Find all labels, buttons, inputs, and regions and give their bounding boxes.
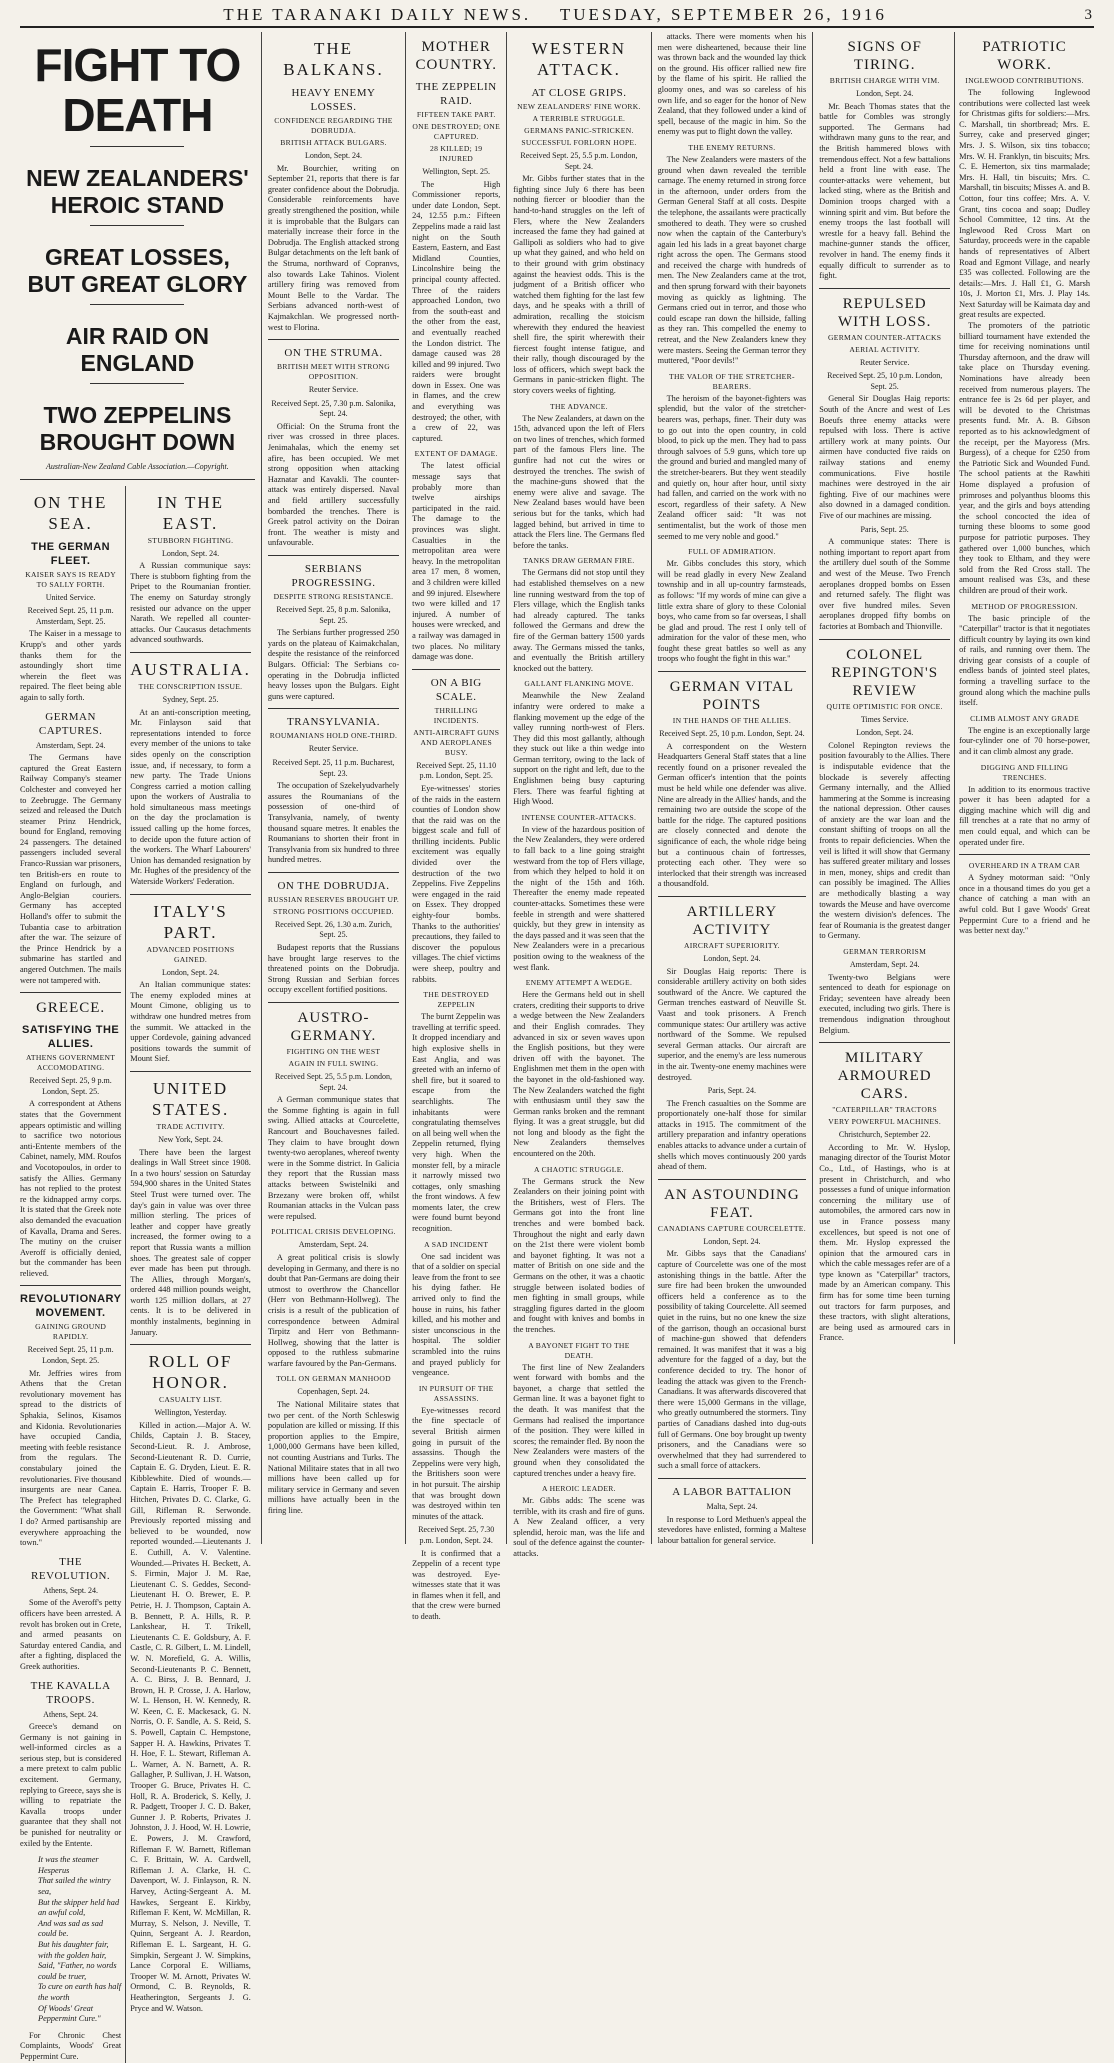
tiring-heading: SIGNS OF TIRING. xyxy=(847,39,922,73)
divider xyxy=(658,896,807,897)
sea-body: The Kaiser in a message to Krupp's and other yards thanks them for the astoundingly short time wherein the fleet was repaired. The fleet being able again to sally forth. xyxy=(20,629,122,702)
repulsed-body-2: A communique states: There is nothing important to report apart from the artillery duel south of the Somme and west of the Meuse. Two French aeroplanes dropped bombs on Essen and returned safely. The flight was over five hundred miles. Seven aeroplanes dropped fifty bombs on factories at Bombach and Thionville. xyxy=(819,537,951,631)
pursuit-body: Eye-witnesses record the fine spectacle of several British airmen going in pursuit of the assassins. Though the Zeppelins were very high, the Britishers soon were in hot pursuit. The airship that was brought down was destroyed within ten minutes of the attack. xyxy=(412,1405,501,1521)
poem-line: Said, "Father, no words could be truer, xyxy=(38,1961,117,1981)
captures-dateline: Amsterdam, Sept. 24. xyxy=(35,740,106,750)
divider xyxy=(819,1042,950,1043)
column-6a xyxy=(819,32,955,1344)
extent-heading: EXTENT OF DAMAGE. xyxy=(414,449,498,459)
manhood-heading: TOLL ON GERMAN MANHOOD xyxy=(276,1374,391,1384)
poem-line: It was the steamer Hesperus xyxy=(38,1855,99,1875)
pursuit-dateline: Received Sept. 25, 7.30 p.m. London, Sept. 24. xyxy=(418,1525,495,1545)
admiration-body: Mr. Gibbs concludes this story, which will be read gladly in every New Zealand township and in all up-country farmsteads, as follows: "If my words of mine can give a little extra share of glory to these Colonial boys, who came from so far overseas, I shall be glad and proud. The rest I only tell of admiration for the valor of these men, who fought these great battles so well as any troops who fought the fight in this war." xyxy=(657,559,807,664)
repington-dateline: London, Sept. 24. xyxy=(856,728,914,738)
divider xyxy=(90,383,184,384)
repington-heading: COLONEL REPINGTON'S REVIEW xyxy=(831,646,939,699)
repulsed-heading: REPULSED WITH LOSS. xyxy=(838,295,932,330)
dobrudja-body: Budapest reports that the Russians have brought large reserves to the threatened points on the Dobrudja. Strong Russian and Serbian forces occupy excellent fortified positions. xyxy=(267,943,400,995)
balkans-sub-1: HEAVY ENEMY LOSSES. xyxy=(291,87,376,113)
the-revolution-body: Some of the Averoff's petty officers have been arrested. A revolt has broken out in Crete, and armed peasants on Saturday entered Candia, and after a fighting, displaced the Greek authorities. xyxy=(20,1598,122,1671)
divider xyxy=(412,669,500,670)
struma-heading: ON THE STRUMA. xyxy=(284,347,383,360)
terror-heading: GERMAN TERRORISM xyxy=(843,947,927,956)
repulsed-sub-1: GERMAN COUNTER-ATTACKS xyxy=(827,332,942,342)
kavalla-heading: THE KAVALLA TROOPS. xyxy=(30,1679,111,1706)
western-sub-4: GERMANS PANIC-STRICKEN. xyxy=(524,126,634,135)
kavalla-dateline: Athens, Sept. 24. xyxy=(43,1709,99,1719)
column-1 xyxy=(14,32,262,2061)
poem-line: That sailed the wintry sea, xyxy=(38,1876,111,1896)
advance-body: The New Zealanders, at dawn on the 15th, advanced upon the left of Flers on two lines of trenches, which formed part of the famous Flers line. The gunfire had not cut the wires or destroyed the trenches. The swish of the machine-guns showed that the enemy were alive and savage. The New Zealand bases would have been serious but for the tanks, which had lagged behind, but arrived in time to attack the Flers line. The Germans fled before the tanks. xyxy=(513,413,645,550)
greece-dateline: Received Sept. 25, 9 p.m. London, Sept. 25. xyxy=(29,1076,112,1096)
divider xyxy=(959,854,1090,855)
the-revolution-dateline: Athens, Sept. 24. xyxy=(43,1585,99,1595)
italy-sub: ADVANCED POSITIONS GAINED. xyxy=(146,944,235,964)
austro-body: A German communique states that the Somme fighting is again in full swing. Allied attacks at Courcelette, Rancourt and Bouchavesnes failed. They claim to have brought down twenty-two aeroplanes, whereof twenty were in the Somme district. In Galicia they report that the Russian mass attacks between Swistelniki and Brzezany were broken off, whilst Roumanian attacks in the Vulcan pass were repulsed. xyxy=(267,1095,400,1221)
poem-line: And was sad as sad could be. xyxy=(38,1918,104,1939)
western-continued-body: attacks. There were moments when his men were disheartened, because their line was thrown back and the wounded lay thick on the ground. His officer rallied new fire by the flame of his spirit. He rallied the gloomy ones, and was so careless of his own life, and so eager for the honor of New Zealand, that they followed under a kind of spell, because of the magic in him. So the enemy was put to flight down the valley. xyxy=(657,32,807,137)
column-1-split xyxy=(20,486,255,2063)
poem-line: Of Woods' Great Peppermint Cure." xyxy=(38,2003,101,2024)
tanks-body: The Germans did not stop until they had established themselves on a new line running westward from the top of Flers village, which the English tanks had already captured. The tanks followed the Germans and drew the fire of the German battery 1500 yards away. The Germans missed the tanks, and eventually the British artillery knocked out the battery. xyxy=(513,568,645,673)
divider xyxy=(20,479,255,480)
sea-sub-1: THE GERMAN FLEET. xyxy=(31,540,111,567)
dobrudja-sub-2: STRONG POSITIONS OCCUPIED. xyxy=(273,906,394,916)
poem-footer: For Chronic Chest Complaints, Woods' Great Peppermint Cure. xyxy=(20,2030,122,2061)
struma-service: Reuter Service. xyxy=(308,385,359,395)
tiring-body: Mr. Beach Thomas states that the battle for Combles was strongly supported. The Germans had withdrawn many guns to the rear, and the British hammered blows with tremendous effect. Not a few battalions held a front line with ease. The counter-attacks were vehement, but lacked sting, where as the British and Dominion troops charged with a winning spirit and vim. But before the enemy troops the last football will wrestle for a heavy fall. Behind the machine-gunner stands the officer, revolver in hand. The enemy finds it equally difficult to surrender as to fight. xyxy=(819,101,951,281)
struma-sub: BRITISH MEET WITH STRONG OPPOSITION. xyxy=(276,362,390,382)
patriotic-sub: INGLEWOOD CONTRIBUTIONS. xyxy=(965,76,1084,85)
bigscale-sub-2: ANTI-AIRCRAFT GUNS AND AEROPLANES BUSY. xyxy=(413,727,500,757)
artillery-dateline-2: Paris, Sept. 24. xyxy=(707,1086,757,1096)
divider xyxy=(268,339,399,340)
gallant-body: Meanwhile the New Zealand infantry were ordered to make a flanking movement up the edge of the valley running north-west of Flers. They did this most gallantly, although they stuck out like a thin wedge into German territory, owing to the lack of support on the right and left, due to the Englishmen being busy capturing Flers. There was fearful fighting at High Wood. xyxy=(513,691,645,807)
returns-heading: THE ENEMY RETURNS. xyxy=(688,142,776,152)
repulsed-body: General Sir Douglas Haig reports: South of the Ancre and west of Les Boeufs three enemy attacks were repulsed with loss. There is active artillery work at many points. Our airmen have conducted five raids on railway stations and enemy communications. Five hostile machines were destroyed in the air fighting. Five of our machines were also downed in a damaged condition. Five of our machines are missing. xyxy=(819,394,951,520)
column-6 xyxy=(813,32,1100,1544)
feat-dateline: London, Sept. 24. xyxy=(703,1236,761,1246)
dobrudja-heading: ON THE DOBRUDJA. xyxy=(277,879,390,892)
serbians-heading: SERBIANS PROGRESSING. xyxy=(291,563,376,589)
italy-heading: ITALY'S PART. xyxy=(153,901,228,942)
tractors-sub-1: "CATERPILLAR" TRACTORS xyxy=(832,1105,938,1115)
divider xyxy=(268,872,399,873)
tractors-body-3: The engine is an exceptionally large four-cylinder one of 70 horse-power, and it can climb almost any grade. xyxy=(959,725,1090,757)
australia-sub: THE CONSCRIPTION ISSUE. xyxy=(138,681,243,691)
stretcher-heading: THE VALOR OF THE STRETCHER-BEARERS. xyxy=(669,371,795,391)
australia-body: At an anti-conscription meeting, Mr. Finlayson said that representations intended to force every member of the unions to take sides openly on the conscription issue, and, if necessary, to form a new party. The Trade Unions Congress carried a motion calling upon the workers of Australia to hold simultaneous mass meetings on the day the proclamation is issued calling up the home forces, to decide upon the future action of the workers. The Wharf Labourers' Union has demanded resignation by Mr. Hughes of the presidency of the Waterside Workers' Federation. xyxy=(130,707,251,887)
poem-line: But his daughter fair, with the golden hair, xyxy=(38,1939,109,1960)
mother-body: The High Commissioner reports, under date London, Sept. 24, 12.55 p.m.: Fifteen Zeppelins made a raid last night on the South Eastern, Eastern, and East Midland Counties, Lincolnshire being the principal county affected. Three of the raiders approached London, two from the south-east and the other from the east, and eventually reached the London district. The damage caused was 28 killed and 99 injured. Two raiders were brought down in Essex. One was in flames, and the crew and everything was destroyed; the other, with a crew of 22, was captured. xyxy=(412,179,501,443)
divider xyxy=(658,1179,807,1180)
feat-sub: CANADIANS CAPTURE COURCELETTE. xyxy=(657,1223,806,1233)
revolution-body: Mr. Jeffries wires from Athens that the Cretan revolutionary movement has spread to the districts of Sphakia, Selinos, Kisamos and Kidonia. Revolutionaries have occupied Candia, meeting with feeble resistance from the regulars. The constabulary joined the revolutionaries. Five thousand insurgents are near Canea. The Prefect has telegraphed the Government: "What shall I do? Armed partisanship are everywhere approaching the town." xyxy=(20,1368,122,1548)
repington-body: Colonel Repington reviews the position favourably to the Allies. There is indisputable evidence that the blockade is severely affecting Germany internally, and the Allied hammering at the Somme is increasing the national depression. Other causes of anxiety are the war loan and the constant shifting of troops on all the fronts to repair deficiencies. When the veil is lifted it will show that Germany has suffered greater military and losses in men, money, ships and credit than can possibly be imagined. The Allies are methodically blasting a way towards the Meuse and have overcome the western division's defences. The fear of Roumania is the greatest danger to Germany. xyxy=(819,740,951,941)
intense-heading: INTENSE COUNTER-ATTACKS. xyxy=(521,812,637,822)
artillery-body-2: The French casualties on the Somme are proportionately one-half those for similar attacks in 1915. The commitment of the artillery preparation and infantry operations enables attacks to advance under a curtain of shells which moves continuously 200 yards ahead of them. xyxy=(657,1098,807,1172)
vital-sub: IN THE HANDS OF THE ALLIES. xyxy=(672,716,792,726)
terror-dateline: Amsterdam, Sept. 24. xyxy=(849,960,920,969)
bayonet-body: The first line of New Zealanders went forward with bombs and the bayonet, a charge that settled the German line. It was a bayonet fight to the death. It was manifest that the Germans had realised the importance of the position. They were killed in scores; the remainder fled. By noon the New Zealanders were masters of the ground when they consolidated the captured trenches under a heavy fire. xyxy=(513,1362,645,1478)
us-body: There have been the largest dealings in Wall Street since 1908. In a two hours' session on Saturday 594,900 shares in the United States Steel Trust were turned over. The day's gain in value was over three million sterling. The prices of leather and copper have greatly increased, the former owing to a report that Russia wants a million shoes. The greatest sale of copper ever made has been put through. The Allies, through Morgan's, ordered 448 million pounds weight, worth 125 million dollars, at 27 cents. It is to be delivered in monthly instalments, beginning in January. xyxy=(130,1147,251,1337)
tractors-heading-4: DIGGING AND FILLING TRENCHES. xyxy=(980,762,1069,782)
column-2 xyxy=(262,32,406,1544)
mother-sub-2: FIFTEEN TAKE PART. xyxy=(416,110,496,119)
political-dateline: Amsterdam, Sept. 24. xyxy=(298,1240,369,1250)
tiring-dateline: London, Sept. 24. xyxy=(856,89,914,98)
terror-body: Twenty-two Belgians were sentenced to death for espionage on Friday; seventeen have already been executed, including two girls. There is tremendous indignation throughout Belgium. xyxy=(819,972,951,1035)
mother-sub-1: THE ZEPPELIN RAID. xyxy=(415,81,497,107)
greece-sub-1: SATISFYING THE ALLIES. xyxy=(21,1024,120,1051)
divider xyxy=(130,1071,251,1072)
balkans-sub-3: BRITISH ATTACK BULGARS. xyxy=(280,138,387,147)
divider xyxy=(130,894,251,895)
admiration-heading: FULL OF ADMIRATION. xyxy=(688,547,776,557)
masthead-title xyxy=(26,5,1085,25)
manhood-body: The National Militaire states that two per cent. of the North Schleswig population are killed or missing. If this proportion applies to the Empire, 1,000,000 Germans have been killed, not counting Austrians and Turks. The National Militaire states that in all two millions have been called up for military service in Germany and seven millions have actually been in the firing line. xyxy=(267,1400,400,1515)
leader-body: Mr. Gibbs adds: The scene was terrible, with its crash and fire of guns. A New Zealand officer, a very splendid, heroic man, was the life and soul of the defence against the counter-attacks. xyxy=(513,1496,645,1559)
column-4 xyxy=(507,32,651,1559)
vital-dateline: Received Sept. 25, 10 p.m. London, Sept. 24. xyxy=(659,729,805,739)
returns-body: The New Zealanders were masters of the ground when dawn revealed the terrible carnage. The enemy returned in strong force in the afternoon, under orders from the German General Staff at all costs. Despite the telephone, the assailants were practically smothered to death. They were so crushed now when the captain of the Canterbury's again led his lads in a great bayonet charge right across the open. The Germans stood and received the charge with hundreds of men. The New Zealanders came at the trot, and then sprung forward with their bayonets moving as quickly as lightning. The Germans cried out in terror, and those who could escape ran down the hillside, falling as they ran. This compelled the enemy to retreat, and the New Zealanders knew they were masters. Seeing the German terror they muttered, "Poor devils!" xyxy=(657,154,807,366)
mother-sub-3: ONE DESTROYED; ONE CAPTURED. xyxy=(412,122,501,141)
bayonet-heading: A BAYONET FIGHT TO THE DEATH. xyxy=(528,1340,630,1360)
tram-heading: OVERHEARD IN A TRAM CAR xyxy=(968,861,1081,871)
divider xyxy=(658,1478,807,1479)
sea-sub-2: KAISER SAYS IS READY TO SALLY FORTH. xyxy=(25,569,116,589)
patriotic-body: The following Inglewood contributions were collected last week for Christmas gifts for soldiers:—Mrs. C. Marshall, tin shortbread; Mrs. E. Surrey, cake and preserved ginger; Mrs. J. S. Wilson, six tins tobacco; Mrs. W. H. Franklyn, tin biscuits; Mrs. C. E. Hemerton, six tins marmalade; Mrs. H. Hall, tin biscuits; Mrs. C. Marshall, tin biscuits; Misses A. and B. Cotton, four tins coffee; Mrs. A. V. Grant, tins cocoa and soap; Dudley School Committee, 12 tins. At the Inglewood Red Cross Mart on Saturday, proceeds were in the capable hands of representatives of Albert Road and Egmont Village, and nearly £35 was collected. Following are the details:—Mrs. J. Hall £1, G. Marsh 10s, J. Morton £1, Mrs. J. Play 14s. Next Saturday will be Kaimata day and great results are expected. xyxy=(959,88,1090,320)
political-heading: POLITICAL CRISIS DEVELOPING. xyxy=(271,1227,396,1237)
western-dateline: Received Sept. 25, 5.5 p.m. London, Sept. 24. xyxy=(520,151,638,171)
western-sub-5: SUCCESSFUL FORLORN HOPE. xyxy=(521,138,637,147)
tractors-dateline: Christchurch, September 22. xyxy=(838,1130,931,1140)
headline-deck-2: GREAT LOSSES, BUT GREAT GLORY xyxy=(27,244,248,297)
divider xyxy=(268,708,399,709)
repington-sub: QUITE OPTIMISTIC FOR ONCE. xyxy=(826,701,943,711)
balkans-body: Mr. Bourchier, writing on September 21, reports that there is far greater confidence about the Dobrudja. Considerable reinforcements have greatly strengthened the position, while it is improbable that the Bulgars can materially increase their force in the Dobrudja. The English attacked strong Bulgar detachments on the left bank of the Struma, northward of Copranvs, also towards Lake Tahinos. Violent artillery firing was removed from Mount Belle to the Vardar. The Serbians advanced north-west of Kajmakchlan. We progressed north-west to Florina. xyxy=(267,163,400,332)
tractors-body: According to Mr. W. Hyslop, managing director of the Tourist Motor Co., Ltd., of Hastings, who is at present in Christchurch, and who possesses a fund of unique information concerning the military use of automobiles, the armored cars now in use in France possess many excellences, but speed is not one of them. Mr. Hyslop expressed the opinion that the armoured cars in which the cable messages refer are of a type known as "Caterpillar" tractors, made by an American company. This firm has for some time been turning out tractors for farm purposes, and these tractors, with slight alterations, are being used as armoured cars in France. xyxy=(819,1142,951,1343)
paper-name: THE TARANAKI DAILY NEWS. xyxy=(223,5,532,24)
tractors-body-4: In addition to its enormous tractive power it has been adapted for a digging machine which will dig and fill trenches at a rate that no army of men could equal, and which can be operated under fire. xyxy=(959,784,1090,847)
transylvania-sub: ROUMANIANS HOLD ONE-THIRD. xyxy=(269,731,398,741)
italy-body: An Italian communique states: The enemy exploded mines at Mount Cimone, obliging us to withdraw one hundred metres from the summit. We attacked in the upper Cordevole, gaining advanced positions towards the summit of Mount Sief. xyxy=(130,980,251,1064)
repington-service: Times Service. xyxy=(860,714,909,724)
labour-body: In response to Lord Methuen's appeal the stevedores have enlisted, forming a Maltese labour battalion for general service. xyxy=(657,1514,807,1545)
roll-heading: ROLL OF HONOR. xyxy=(148,1352,233,1393)
transylvania-dateline: Received Sept. 25, 11 p.m. Bucharest, Sept. 23. xyxy=(272,757,395,778)
tanks-heading: TANKS DRAW GERMAN FIRE. xyxy=(523,556,635,566)
east-sub: STUBBORN FIGHTING. xyxy=(147,535,234,545)
page-number: 3 xyxy=(1084,6,1094,23)
dobrudja-sub-1: RUSSIAN RESERVES BROUGHT UP. xyxy=(267,894,400,904)
bigscale-dateline: Received Sept. 25, 11.10 p.m. London, Sept. 25. xyxy=(416,760,497,781)
advance-heading: THE ADVANCE. xyxy=(550,401,608,411)
balkans-sub-2: CONFIDENCE REGARDING THE DOBRUDJA. xyxy=(274,116,393,135)
italy-dateline: London, Sept. 24. xyxy=(161,967,220,977)
sea-service: United Service. xyxy=(45,592,96,602)
tractors-sub-2: VERY POWERFUL MACHINES. xyxy=(828,1117,942,1127)
dobrudja-dateline: Received Sept. 26, 1.30 a.m. Zurich, Sept. 25. xyxy=(274,919,393,940)
repulsed-dateline-2: Paris, Sept. 25. xyxy=(860,524,909,534)
divider xyxy=(819,639,950,640)
western-sub-2: NEW ZEALANDERS' FINE WORK. xyxy=(517,102,641,111)
divider xyxy=(658,671,807,672)
poem-line: But the skipper held had an awful cold, xyxy=(38,1897,120,1918)
struggle-heading: A CHAOTIC STRUGGLE. xyxy=(534,1164,624,1174)
column-1b xyxy=(126,486,255,2063)
captures-body: The Germans have captured the Great Eastern Railway Company's steamer Colchester and conveyed her to Zeebrugge. The Germany seized and released the Dutch steamer Prinz Hendrick, bound for England, removing 24 passengers. The detained passengers included several Franco-Russian war prisoners, ten British-ers en route to England on furlough, and Anglo-Belgian couriers. Germany has accepted Holland's offer to submit the Tubantia case to arbitration after the war. The seizure of the Prince Hendrick by a submarine has startled and angered Outchmen. The mails were not tampered with. xyxy=(20,753,122,985)
divider xyxy=(20,992,121,993)
artillery-heading: ARTILLERY ACTIVITY xyxy=(686,903,778,938)
australia-heading: AUSTRALIA. xyxy=(130,659,251,679)
political-body: A great political crisis is slowly developing in Germany, and there is no doubt that Pan-Germans are doing their utmost to overthrow the Chancellor (Herr von Bethmann-Hollweg). The crisis is a result of the publication of correspondence between Admiral Tirpitz and Herr von Bethmann-Hollweg, showing that the latter is opposed to the ruthless submarine warfare favoured by the Pan-Germans. xyxy=(267,1252,400,1368)
struggle-body: The Germans struck the New Zealanders on their joining point with the Britishers, west of Flers. The Germans got into the front line trenches and were bombed back. Throughout the night and early dawn on the 21st there were violent bomb and bayonet fighting. It was not a matter of British on one side and the Germans on the other, it was a chaotic struggle between isolated bodies of men fighting in small groups, while straggling figures darted in the gloom and fought with knives and bombs in the trenches. xyxy=(513,1176,645,1334)
divider xyxy=(130,652,251,653)
serbians-sub: DESPITE STRONG RESISTANCE. xyxy=(273,592,394,601)
divider xyxy=(20,1285,121,1286)
divider xyxy=(268,555,399,556)
captures-heading: GERMAN CAPTURES. xyxy=(38,710,103,737)
sad-heading: A SAD INCIDENT xyxy=(424,1239,489,1249)
western-heading: WESTERN ATTACK. xyxy=(531,39,627,79)
destroyed-heading: THE DESTROYED ZEPPELIN xyxy=(423,990,490,1010)
headline-deck-1: NEW ZEALANDERS' HEROIC STAND xyxy=(26,165,249,218)
column-6b xyxy=(955,32,1094,1344)
column-5 xyxy=(652,32,814,1544)
divider xyxy=(90,146,184,147)
headline-deck-3: AIR RAID ON ENGLAND xyxy=(65,323,209,376)
labour-heading: A LABOR BATTALION xyxy=(672,1485,792,1498)
divider xyxy=(819,288,950,289)
divider xyxy=(268,1002,399,1003)
intense-body: In view of the hazardous position of the New Zealanders, they were ordered to fall back to a line going straight westward from the top of Flers village, from which they helped to hold it on the night of the 15th and 16th. Thereafter the enemy made repeated counter-attacks. Sometimes these were feeble in strength and were shattered quickly, but they grew in intensity as the days passed and it was seen that the New Zealanders were in a precarious position owing to the weakness of the west flank. xyxy=(513,824,645,972)
column-grid xyxy=(14,32,1100,2061)
serbians-body: The Serbians further progressed 250 yards on the plateau of Kaimakchalan, despite the resistance of the reinforced Bulgars. Official: The Serbians co-operating in the Dobrudja inflicted heavy losses upon the Bulgars. Eight guns were captured. xyxy=(267,628,400,701)
western-sub-1: AT CLOSE GRIPS. xyxy=(531,87,627,99)
sad-body: One sad incident was that of a soldier on special leave from the front to see his dying father. He arrived only to find the house in ruins, his father killed, and his mother and sister unconscious in the hospital. The soldier scrambled into the ruins and prayed publicly for vengeance. xyxy=(412,1251,501,1378)
artillery-sub: AIRCRAFT SUPERIORITY. xyxy=(683,940,780,950)
issue-date: TUESDAY, SEPTEMBER 26, 1916 xyxy=(559,5,887,24)
extent-body: The latest official message says that probably more than twelve airships participated in the raid. The damage to the provinces was slight. Casualties in the metropolitan area were heavy. In the metropolitan area 17 men, 8 women, and 3 children were killed and 99 injured. Elsewhere two were killed and 17 injured. A number of houses were wrecked, and a railway was damaged in two places. No military damage was done. xyxy=(412,461,501,662)
stretcher-body: The heroism of the bayonet-fighters was splendid, but the valor of the stretcher-bearers was, perhaps, finer. Their duty was to go out into the open country, in cold blood, to pick up the men. They had to pass through salvoes of 5.9 guns, which tore up the ground and buried and mangled many of the stretcher-bearers. But they went steadily and quietly on, hour after hour, until sixty had fallen, and carried on the work with no escort, regardless of their safety. A New Zealand officer said: "It was not sentimentalist, but the work of those men seemed to me very noble and good." xyxy=(657,393,807,541)
destroyed-body: The burnt Zeppelin was travelling at terrific speed. It dropped incendiary and high explosive shells in East Anglia, and was greeted with an inferno of shell fire, but it soared to escape from the searchlights. The inhabitants were congratulating themselves on all being well when the Zeppelin returned, flying very high. When the monster fell, by a miracle it narrowly missed two cottages, only smashing the front windows. A few moments later, the crew were found burnt beyond recognition. xyxy=(412,1012,501,1234)
mother-heading: MOTHER COUNTRY. xyxy=(415,39,497,73)
leader-heading: A HEROIC LEADER. xyxy=(542,1484,616,1494)
bigscale-heading: ON A BIG SCALE. xyxy=(430,676,482,703)
the-revolution-heading: THE REVOLUTION. xyxy=(31,1555,111,1582)
sea-heading: ON THE SEA. xyxy=(33,492,108,533)
vital-body: A correspondent on the Western Headquarters General Staff states that a line recently found on a prisoner revealed the German officer's intention that the points must be held while one defender was alive. Nine are already in the Allies' hands, and the remaining two are outside the scope of the battle for the ridge. The captured positions are closely connected and denote the significance of each, the whole ridge being but a continuous chain of fortresses, protecting each other. They were so interlocked that their strength was increased a thousandfold. xyxy=(657,741,807,889)
tractors-heading: MILITARY ARMOURED CARS. xyxy=(837,1050,932,1103)
greece-body: A correspondent at Athens states that the Government appears optimistic and willing to sacrifice two notorious anti-Entente members of the Cabinet, namely, MM. Roufos and Vocotopoulos, in order to satisfy the Allies. Germany has not replied to the protest re the kidnapped army corps. It is stated that the Greek note also demanded the evacuation of Kavalla, Drama and Seres. The mutiny on the cruiser Averoff is officially denied, but the commander has been relieved. xyxy=(20,1099,122,1278)
pursuit-heading: IN PURSUIT OF THE ASSASSINS. xyxy=(418,1383,494,1403)
repulsed-service: Reuter Service. xyxy=(860,357,910,367)
patriotic-heading: PATRIOTIC WORK. xyxy=(982,39,1067,73)
wedge-heading: ENEMY ATTEMPT A WEDGE. xyxy=(525,978,633,988)
poem-line: To cure on earth has half the worth xyxy=(38,1982,122,2002)
masthead xyxy=(20,4,1094,28)
tiring-sub: BRITISH CHARGE WITH VIM. xyxy=(829,76,940,85)
gallant-heading: GALLANT FLANKING MOVE. xyxy=(524,679,634,689)
poem xyxy=(38,1855,121,2025)
serbians-dateline: Received Sept. 25, 8 p.m. Salonika, Sept. 25. xyxy=(276,605,391,625)
australia-dateline: Sydney, Sept. 25. xyxy=(162,694,219,704)
patriotic-body-2: The promoters of the patriotic billiard tournament have extended the time for receiving nominations until Thursday afternoon, and the draw will take place on Thursday evening. Nominations have already been received from numerous players. The entrance fee is 2s 6d per player, and will be devoted to the Christmas presents fund. Mr. A. B. Gibson reported as to his acknowledgment of the receipt, per the Mayoress (Mrs. Burgess), of a cheque for £250 from the Patriotic Sick and Wounded Fund. The school patients at the Rawhiti Home displayed a profusion of primroses and polyanthus blooms this year, and the girls and boys attending the school concocted the idea of turning these blooms to some good purpose for patriotic purposes. They gathered over 1,000 bunches, which they took to Eltham, and they were sold from the Red Cross stall. The amount realised was £3s, and these children are proud of their work. xyxy=(959,321,1090,595)
kavalla-body: Greece's demand on Germany is not gaining in well-informed circles as a serious step, but is considered a mere pretext to calm public excitement. Germany, replying to Greece, says she is willing to repatriate the Kavalla troops under guarantee that they shall not be punished for neutrality or exiled by the Entente. xyxy=(20,1722,122,1848)
revolution-dateline: Received Sept. 25, 11 p.m. London, Sept. 25. xyxy=(27,1345,114,1366)
bigscale-body: Eye-witnesses' stories of the raids in the eastern counties of London show that the raid was on the biggest scale and full of thrilling incidents. Public excitement was equally divided over the destruction of the two Zeppelins. Five Zeppelins were engaged in the raid on Essex. They dropped eighty-four bombs. Thanks to the authorities' precautions, they failed to discover the populous villages. The chief victims were sheep, poultry and rabbits. xyxy=(412,783,501,984)
feat-heading: AN ASTOUNDING FEAT. xyxy=(664,1186,800,1221)
roll-sub: CASUALTY LIST. xyxy=(159,1395,223,1405)
repulsed-dateline: Received Sept. 25, 10 p.m. London, Sept. 25. xyxy=(827,371,943,391)
column-3 xyxy=(406,32,507,1622)
column-1a xyxy=(20,486,126,2063)
headline-deck-4: TWO ZEPPELINS BROUGHT DOWN xyxy=(39,402,236,455)
divider xyxy=(130,1344,251,1345)
struma-dateline: Received Sept. 25, 7.30 p.m. Salonika, Sept. 24. xyxy=(271,398,396,419)
tractors-body-2: The basic principle of the "Caterpillar" tractor is that it negotiates difficult country by laying its own kind of rails, and running over them. The driving gear consists of a couple of endless bands of jointed steel plates, forming a travelling surface to the ground along which the machine pulls itself. xyxy=(959,613,1090,708)
bigscale-sub-1: THRILLING INCIDENTS. xyxy=(433,705,479,725)
artillery-dateline: London, Sept. 24. xyxy=(703,953,761,963)
manhood-dateline: Copenhagen, Sept. 24. xyxy=(297,1387,370,1397)
artillery-body: Sir Douglas Haig reports: There is considerable artillery activity on both sides southward of the Ancre. We captured the German trenches eastward of Neuville St. Vaast and took prisoners. A French communique states: Our artillery was active northward of the Somme. We repulsed several German attacks. Our aircraft are superior, and the enemy's are less numerous in the air. Twenty-one enemy machines were destroyed. xyxy=(657,966,807,1082)
mother-sub-4: 28 KILLED; 19 INJURED xyxy=(430,144,483,163)
western-body: Mr. Gibbs further states that in the fighting since July 6 there has been nothing fiercer or bloodier than the hand-to-hand struggles on the left of Flers, where the New Zealanders increased the fame they had gained at Gallipoli as soldiers who had to give up what they gained, and who held on to their ground with grim obstinacy against the heaviest odds. This is the judgment of a British officer who watched them fighting for the last few days, and he speaks with a thrill of admiration, recalling the stoicism wherewith they endured the heaviest shell fire, the spirit wherewith their fiercest fought intense fatigue, and their rally, though discouraged by the loss of officers, which swept back the Germans in panic-stricken flight. The story covers weeks of fighting. xyxy=(513,174,645,396)
greece-heading: GREECE. xyxy=(36,1000,106,1017)
austro-sub-1: FIGHTING ON THE WEST xyxy=(286,1047,381,1057)
western-sub-3: A TERRIBLE STRUGGLE. xyxy=(532,114,626,123)
greece-sub-2: ATHENS GOVERNMENT ACCOMODATING. xyxy=(25,1053,116,1073)
roll-dateline: Wellington, Yesterday. xyxy=(154,1408,227,1418)
labour-dateline: Malta, Sept. 24. xyxy=(706,1501,758,1511)
sea-dateline: Received Sept. 25, 11 p.m. Amsterdam, Sept. 25. xyxy=(27,606,114,626)
transylvania-heading: TRANSYLVANIA. xyxy=(286,716,380,729)
revolution-sub: GAINING GROUND RAPIDLY. xyxy=(35,1322,107,1342)
divider xyxy=(90,225,184,226)
repulsed-sub-2: AERIAL ACTIVITY. xyxy=(849,344,920,354)
tractors-heading-3: CLIMB ALMOST ANY GRADE xyxy=(970,713,1080,723)
east-dateline: London, Sept. 24. xyxy=(161,548,220,558)
column-6-split xyxy=(819,32,1094,1344)
vital-heading: GERMAN VITAL POINTS xyxy=(669,679,795,714)
revolution-heading: REVOLUTIONARY MOVEMENT. xyxy=(20,1293,122,1320)
struma-body: Official: On the Struma front the river was crossed in three places. Jenimahalas, which the enemy set afire, has been occupied. We met strong opposition when attacking Haznatar and Kavakli. The counter-attack was entirely dispersed. Naval and field artillery successfully bombarded the trenches. There is Greek patrol activity on the Doiran front. The weather is misty and unfavourable. xyxy=(267,421,400,548)
balkans-heading: THE BALKANS. xyxy=(283,39,384,79)
austro-sub-2: AGAIN IN FULL SWING. xyxy=(288,1059,379,1069)
cable-credit: Australian-New Zealand Cable Association.—Copyright. xyxy=(46,462,229,471)
east-heading: IN THE EAST. xyxy=(157,492,224,533)
transylvania-service: Reuter Service. xyxy=(308,744,359,754)
austro-dateline: Received Sept. 25, 5.5 p.m. London, Sept. 24. xyxy=(274,1072,393,1092)
mother-dateline: Wellington, Sept. 25. xyxy=(422,167,490,176)
austro-heading: AUSTRO-GERMANY. xyxy=(290,1010,377,1045)
roll-body: Killed in action.—Major A. W. Childs, Captain J. B. Stacey, Second-Lieut. R. J. Ambrose, Second-Lieutenant R. D. Currie, Captain E. G. Dryden, Lieut. E. R. Kibblewhite. Died of wounds.—Captain E. Harris, Trooper F. B. Hitchen, Privates D. C. Clarke, G. Gill, Rifleman R. Serwonde. Previously reported missing and believed to be wounded, now reported wounded.—Lieutenants J. E. Cuthill, A. V. Valentine. Wounded.—Privates H. Beckett, A. S. Firmin, Major J. M. Rae, Lieutenant C. S. Geddes, Second-Lieutenant H. O. Brewer, E. P. Petrie, H. J. Thompson, Captain A. B. Bennett, P. A. Hills, R. P. Lankshear, H. T. Trikell, Lieutenants C. E. Goldsbury, A. F. Castle, C. R. Gilbert, L. M. Lindell, W. N. Morefield, G. A. Willis, Second-Lieutenants P. C. Bennett, A. C. Birss, J. B. Bennard, J. Brown, H. P. Crosse, J. A. Harlow, W. L. Henson, H. W. Kennedy, R. W. Keen, C. E. Mackesack, G. N. Norris, O. F. Sandle, A. S. Reid, S. S. Powell, Captain C. Hempstone, Sapper H. A. Hawkins, Privates T. H. Hoe, F. L. Stewart, Rifleman A. L. Warner, A. N. Barnett, A. R. Gallagher, P. Sullivan, J. H. Watson, Trooper G. Bruce, Privates H. C. Holl, R. A. Broderick, S. Kelly, J. R. Padgett, Trooper J. C. D. Baker, Gunner J. P. Roberts, Privates J. Johnston, J. J. Hood, W. H. Lowrie, E. Powers, J. M. Crawford, Rifleman F. W. Barnett, Rifleman C. F. Brittain, W. A. Cardwell, Rifleman J. A. Clarke, H. C. Davenport, W. J. Finlayson, R. N. Harvey, Acting-Sergeant A. M. Hawkes, Sergeant E. Kirkby, Rifleman F. Kent, W. McMillan, R. Murray, S. Nelson, J. Neville, T. Quinn, Sergeant A. J. Reardon, Rifleman E. L. Sargeant, H. G. Simpkin, Sergeant J. W. Simpkins, Lance Corporal E. Williams, Trooper W. M. Arnott, Privates W. Ormond, C. B. Reynolds, R. Heatherington, Sergeants J. G. Pryce and W. Watson. xyxy=(130,1420,251,2013)
us-sub: TRADE ACTIVITY. xyxy=(156,1121,225,1131)
us-heading: UNITED STATES. xyxy=(151,1078,230,1119)
pursuit-body-2: It is confirmed that a Zeppelin of a recent type was destroyed. Eye-witnesses state that it was in flames when it fell, and that the crew were burned to death. xyxy=(412,1548,501,1622)
balkans-dateline: London, Sept. 24. xyxy=(304,151,363,160)
main-headline: FIGHT TO DEATH xyxy=(34,39,241,141)
us-dateline: New York, Sept. 24. xyxy=(158,1134,223,1144)
east-body: A Russian communique says: There is stubborn fighting from the Pripet to the Roumanian frontier. The enemy on Saturday strongly resisted our advance on the upper Narath. We repelled all counter-attacks. Our Caucasus detachments advanced southwards. xyxy=(130,561,251,645)
tractors-heading-2: METHOD OF PROGRESSION. xyxy=(971,601,1078,611)
divider xyxy=(90,304,184,305)
tram-body: A Sydney motorman said: "Only once in a thousand times do you get a chance of catching a man with an awful cold. But I gave Woods' Great Peppermint Cure to a friend and he was better next day." xyxy=(959,873,1090,936)
wedge-body: Here the Germans held out in shell craters, crediting their supports to drive a wedge between the New Zealanders and their English comrades. They advanced in six or seven waves upon the English positions, but they were driven off with the bayonet. The Englishmen met them in the open with the bayonet in the old-fashioned way. The New Zealanders watched the fight with enthusiasm until they saw the German ranks broken and the remnant flying. It was a great struggle, but did not long and bloody as the fight the New Zealanders themselves encountered on the 20th. xyxy=(513,990,645,1159)
transylvania-body: The occupation of Szekelyudvarhely assures the Roumanians of the possession of one-third of Transylvania, namely, of twenty thousand square metres. It enables the Roumanians to shorten their front in Transylvania from six hundred to three hundred metres. xyxy=(267,781,400,865)
feat-body: Mr. Gibbs says that the Canadians' capture of Courcelette was one of the most astonishing things in the battle. After the sure fire had been broken the unwounded officers held a conference as to the possibility of taking Courcelette. All seemed quiet in the ruins, but no one knew the size of the garrison, though an occasional burst of machine-gun showed that defenders remained. It was manifest that it was a big adventure for the fagged of a day, but the conference decided to try. The honor of leading the attack was given to the French-Canadians. It was afterwards discovered that there were 15,000 Germans in the village, who greatly outnumbered the stormers. Tiny parties of Canadians dashed into dug-outs full of Germans. One boy brought up twenty prisoners, and the Canadians were so overwhelmed that they had surrendered to such a small force of attackers. xyxy=(657,1249,807,1471)
